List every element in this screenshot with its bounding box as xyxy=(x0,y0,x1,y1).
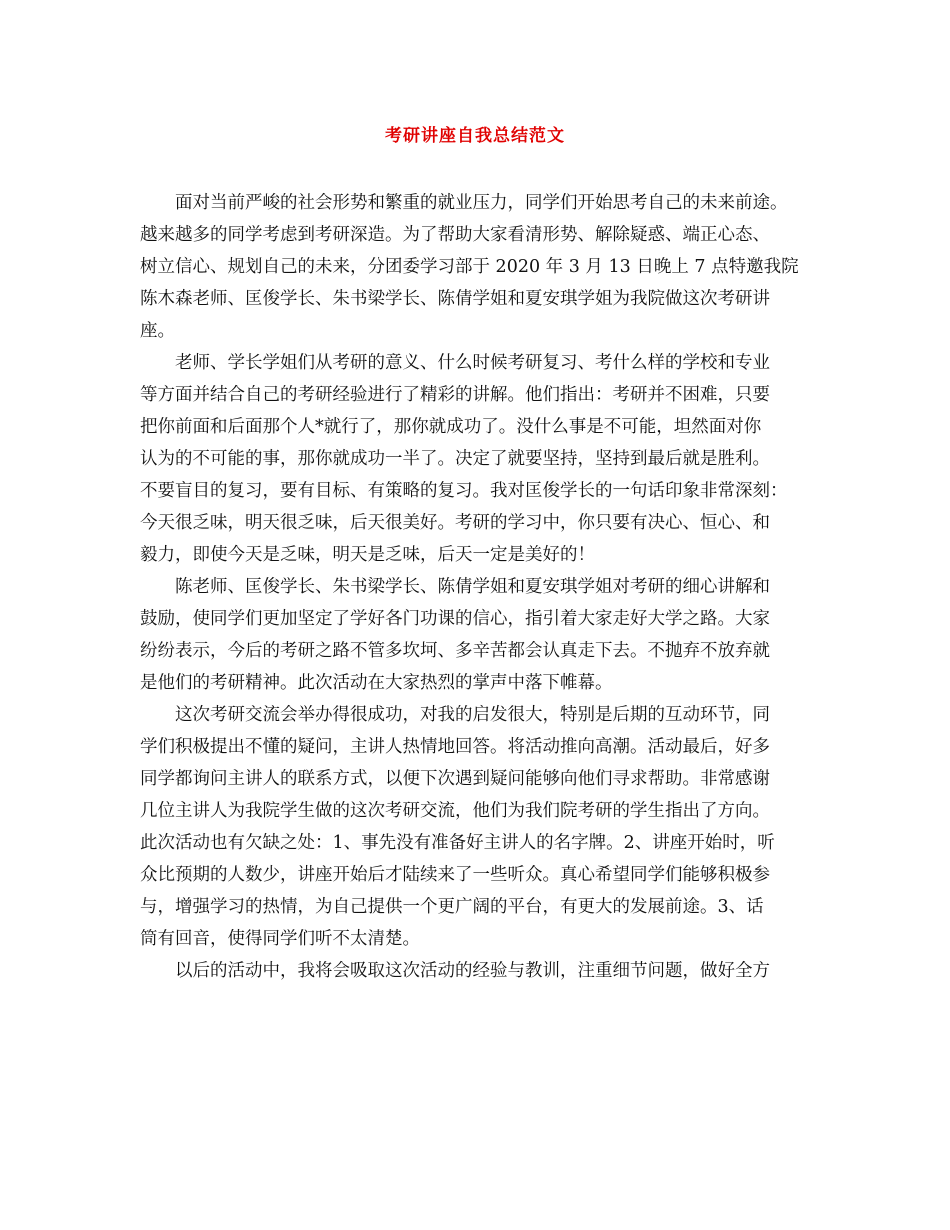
document-body xyxy=(140,187,830,987)
text-line: 毅力，即使今天是乏味，明天是乏味，后天一定是美好的！ xyxy=(140,545,595,565)
text-line: 越来越多的同学考虑到考研深造。为了帮助大家看清形势、解除疑惑、端正心态、 xyxy=(140,225,770,245)
text-line: 与，增强学习的热情，为自己提供一个更广阔的平台，有更大的发展前途。3、话 xyxy=(140,897,764,917)
text-line: 鼓励，使同学们更加坚定了学好各门功课的信心，指引着大家走好大学之路。大家 xyxy=(140,609,770,629)
paragraph-4 xyxy=(140,699,830,955)
text-line: 陈木森老师、匡俊学长、朱书梁学长、陈倩学姐和夏安琪学姐为我院做这次考研讲 xyxy=(140,289,770,309)
text-line: 认为的不可能的事，那你就成功一半了。决定了就要坚持，坚持到最后就是胜利。 xyxy=(140,449,770,469)
paragraph-5 xyxy=(140,955,830,987)
text-line: 等方面并结合自己的考研经验进行了精彩的讲解。他们指出：考研并不困难，只要 xyxy=(140,385,770,405)
text-line: 筒有回音，使得同学们听不太清楚。 xyxy=(140,929,420,949)
text-line: 众比预期的人数少，讲座开始后才陆续来了一些听众。真心希望同学们能够积极参 xyxy=(140,865,770,885)
text-line: 同学都询问主讲人的联系方式，以便下次遇到疑问能够向他们寻求帮助。非常感谢 xyxy=(140,769,770,789)
text-line: 几位主讲人为我院学生做的这次考研交流，他们为我们院考研的学生指出了方向。 xyxy=(140,801,770,821)
text-line: 老师、学长学姐们从考研的意义、什么时候考研复习、考什么样的学校和专业 xyxy=(175,353,770,373)
text-line: 不要盲目的复习，要有目标、有策略的复习。我对匡俊学长的一句话印象非常深刻： xyxy=(140,481,788,501)
text-line: 以后的活动中，我将会吸取这次活动的经验与教训，注重细节问题，做好全方 xyxy=(175,961,770,981)
document-title: 考研讲座自我总结范文 xyxy=(385,126,565,146)
text-line: 把你前面和后面那个人*就行了，那你就成功了。没什么事是不可能，坦然面对你 xyxy=(140,417,762,437)
text-line: 学们积极提出不懂的疑问，主讲人热情地回答。将活动推向高潮。活动最后，好多 xyxy=(140,737,770,757)
paragraph-1 xyxy=(140,187,830,347)
text-line: 座。 xyxy=(140,321,175,341)
text-line: 纷纷表示，今后的考研之路不管多坎坷、多辛苦都会认真走下去。不抛弃不放弃就 xyxy=(140,641,770,661)
paragraph-2 xyxy=(140,347,830,571)
text-line: 陈老师、匡俊学长、朱书梁学长、陈倩学姐和夏安琪学姐对考研的细心讲解和 xyxy=(175,577,770,597)
text-line: 这次考研交流会举办得很成功，对我的启发很大，特别是后期的互动环节，同 xyxy=(175,705,770,725)
text-line: 此次活动也有欠缺之处：1、事先没有准备好主讲人的名字牌。2、讲座开始时，听 xyxy=(140,833,775,853)
text-line: 是他们的考研精神。此次活动在大家热烈的掌声中落下帷幕。 xyxy=(140,673,613,693)
text-line: 今天很乏味，明天很乏味，后天很美好。考研的学习中，你只要有决心、恒心、和 xyxy=(140,513,770,533)
text-line: 树立信心、规划自己的未来，分团委学习部于 2020 年 3 月 13 日晚上 7 点特邀我院 xyxy=(140,257,799,277)
text-line: 面对当前严峻的社会形势和繁重的就业压力，同学们开始思考自己的未来前途。 xyxy=(175,193,788,213)
paragraph-3 xyxy=(140,571,830,699)
